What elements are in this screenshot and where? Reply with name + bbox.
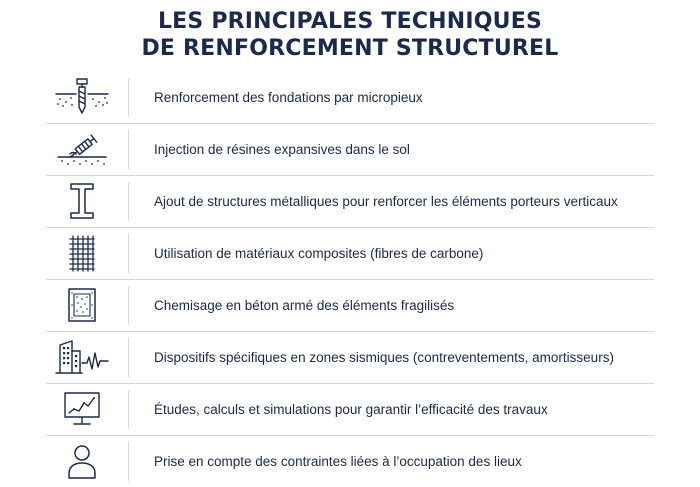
item-label: Ajout de structures métalliques pour renforcer les éléments porteurs verticaux <box>154 194 618 209</box>
row-divider <box>128 182 129 221</box>
item-label: Chemisage en béton armé des éléments fragilisés <box>154 298 455 313</box>
seismic-building-icon <box>50 337 114 377</box>
occupant-person-icon <box>50 441 114 481</box>
item-label: Utilisation de matériaux composites (fibres de carbone) <box>154 246 484 261</box>
micropile-icon <box>50 77 114 117</box>
page-title <box>0 8 700 62</box>
list-item <box>46 124 654 176</box>
title-line-1: LES PRINCIPALES TECHNIQUES <box>157 9 543 34</box>
list-item <box>46 176 654 228</box>
item-label: Prise en compte des contraintes liées à l’occupation des lieux <box>154 454 522 469</box>
list-item <box>46 228 654 280</box>
row-divider <box>128 286 129 325</box>
row-divider <box>128 338 129 377</box>
row-divider <box>128 442 129 481</box>
row-divider <box>128 234 129 273</box>
list-item <box>46 436 654 487</box>
item-label: Injection de résines expansives dans le sol <box>154 142 410 157</box>
item-label: Études, calculs et simulations pour garantir l’efficacité des travaux <box>154 402 548 417</box>
steel-beam-icon <box>50 181 114 221</box>
list-item <box>46 72 654 124</box>
row-divider <box>128 130 129 169</box>
title-line-2: DE RENFORCEMENT STRUCTUREL <box>141 36 559 61</box>
carbon-fiber-mesh-icon <box>50 233 114 273</box>
row-divider <box>128 78 129 117</box>
concrete-jacket-icon <box>50 285 114 325</box>
list-item <box>46 280 654 332</box>
syringe-icon <box>50 129 114 169</box>
item-label: Dispositifs spécifiques en zones sismiques (contreventements, amortisseurs) <box>154 350 614 365</box>
row-divider <box>128 390 129 429</box>
item-label: Renforcement des fondations par micropieux <box>154 90 423 105</box>
list-item <box>46 332 654 384</box>
simulation-monitor-icon <box>50 389 114 429</box>
list-item <box>46 384 654 436</box>
techniques-list <box>46 72 654 487</box>
